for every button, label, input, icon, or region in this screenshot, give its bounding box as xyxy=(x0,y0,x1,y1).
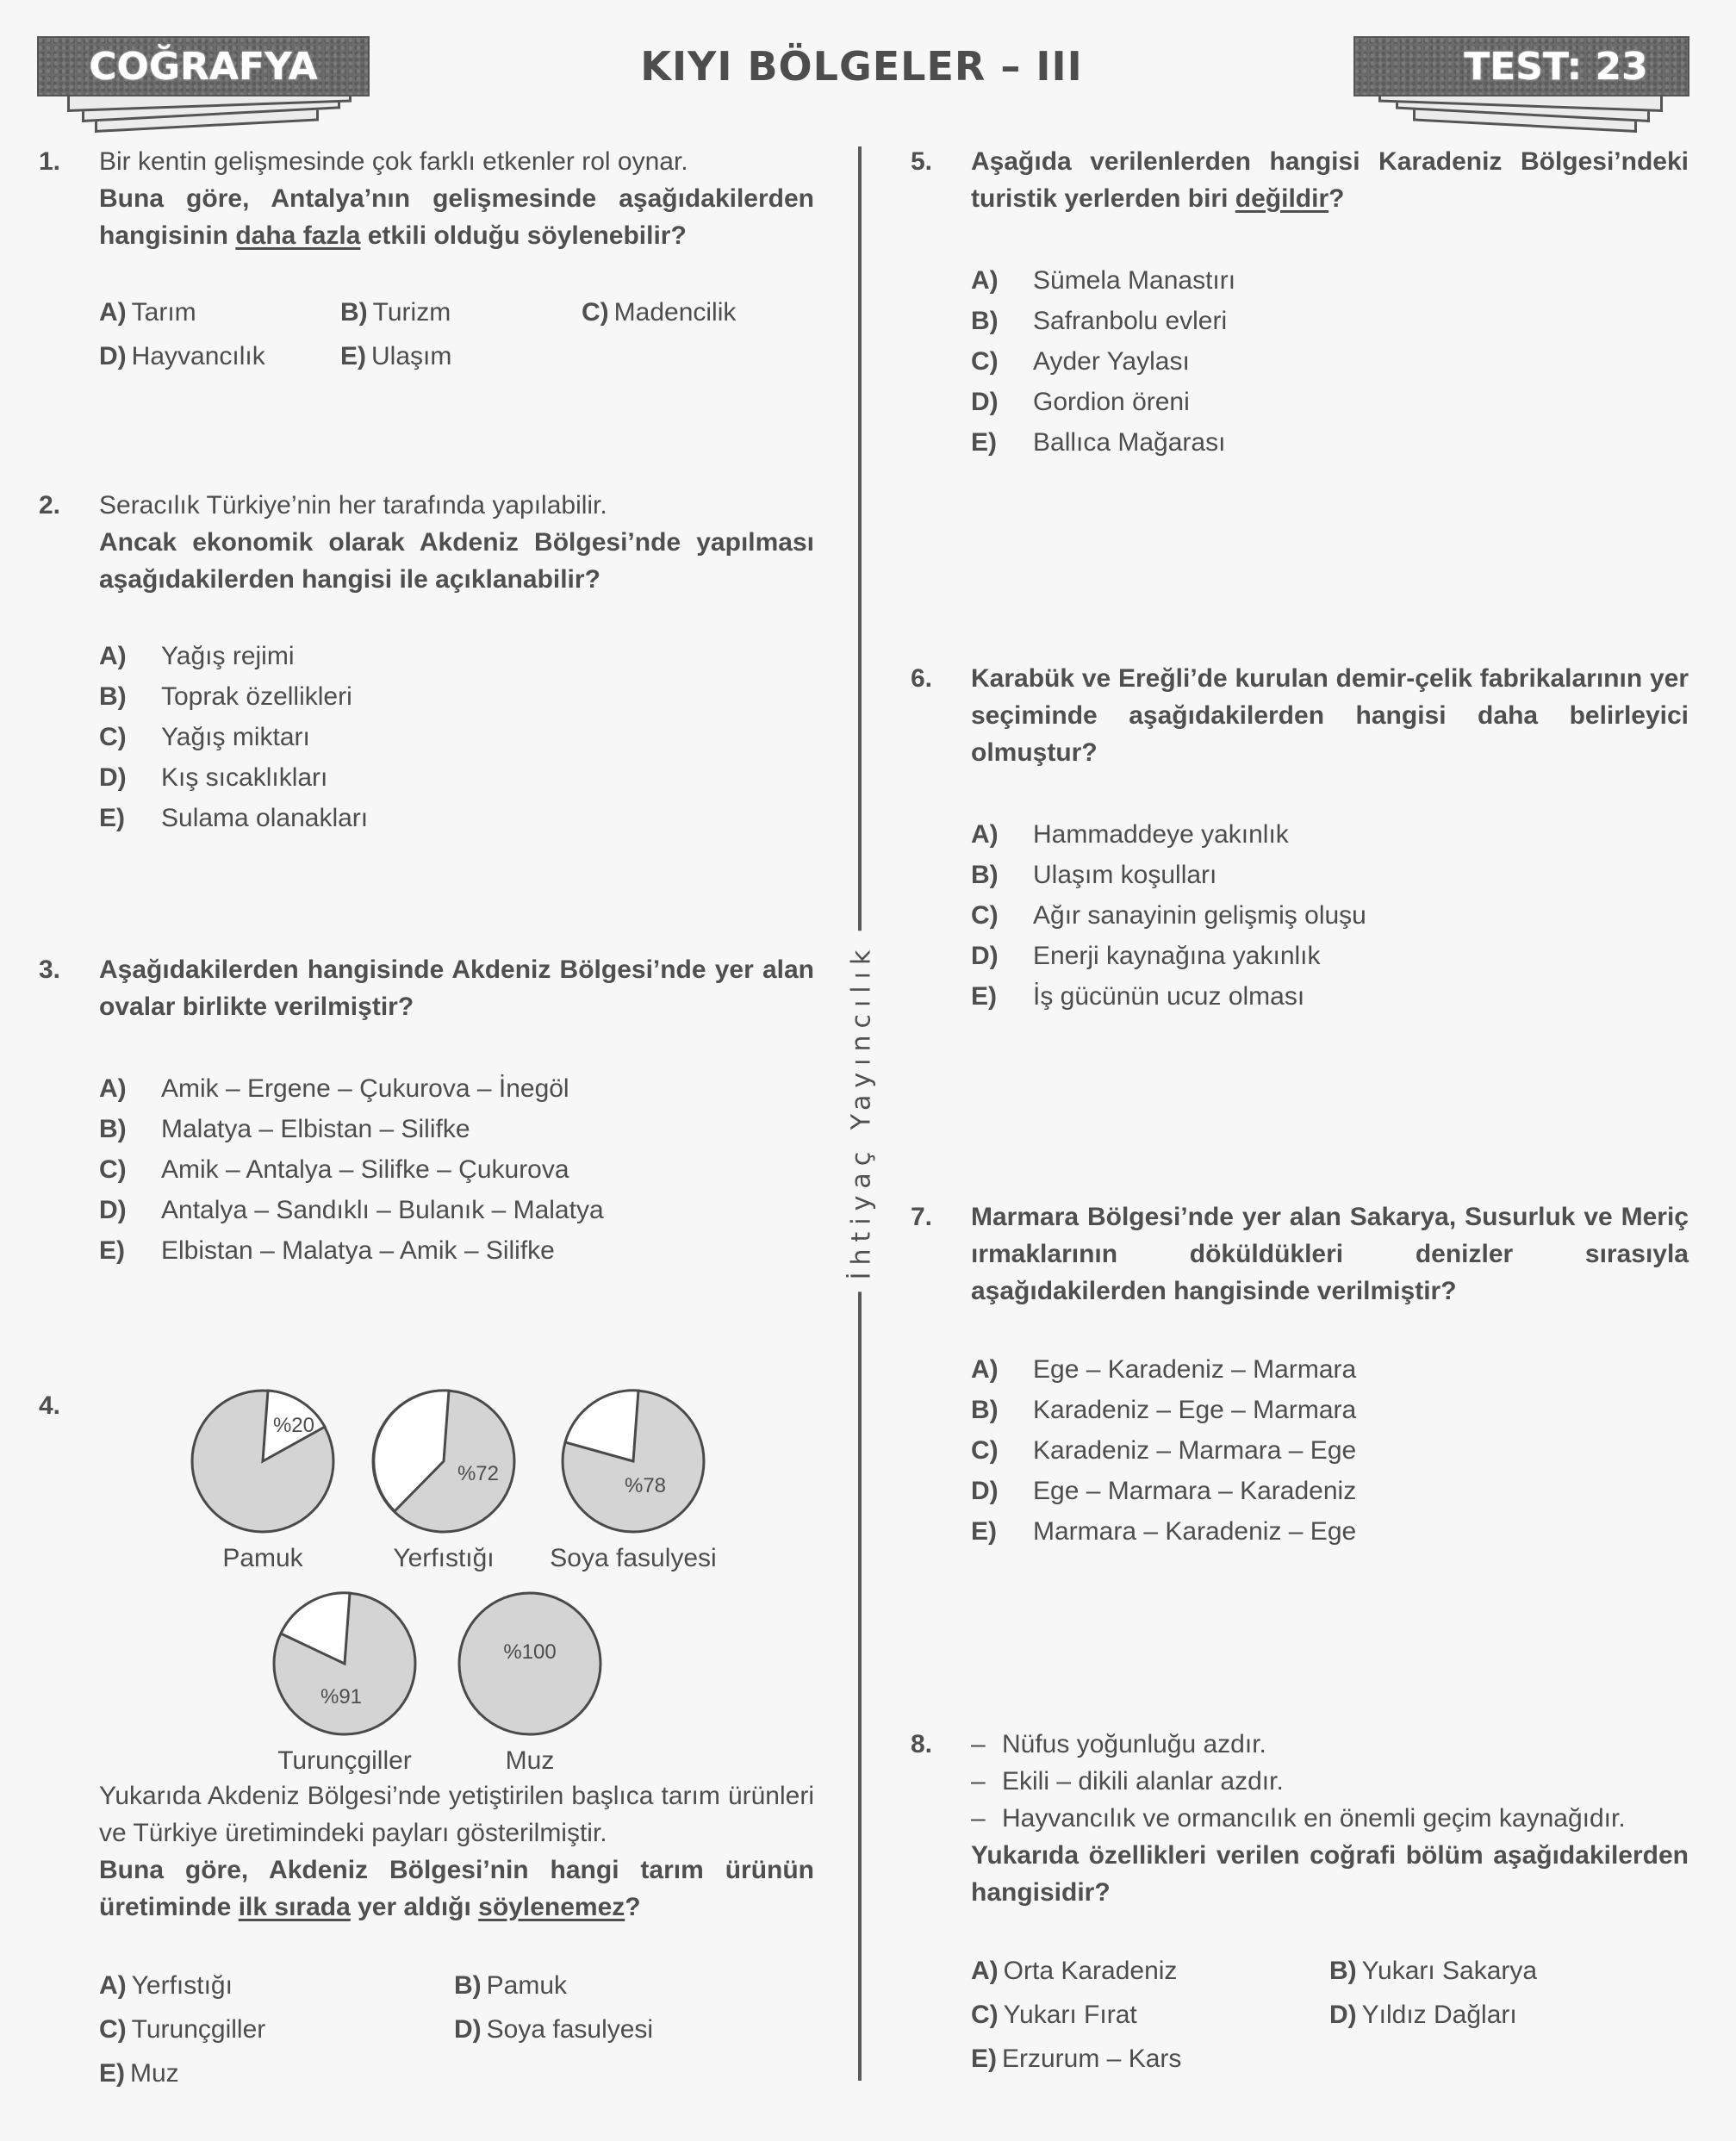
option-e[interactable]: E) Muz xyxy=(99,2059,179,2088)
option-c[interactable]: C) Amik – Antalya – Silifke – Çukurova xyxy=(99,1155,569,1184)
answer-options xyxy=(971,814,1689,1017)
option-a[interactable]: A) Ege – Karadeniz – Marmara xyxy=(971,1355,1357,1384)
question-6 xyxy=(911,660,1689,1017)
pie-chart-icon xyxy=(557,1387,709,1535)
option-c[interactable]: C) Karadeniz – Marmara – Ege xyxy=(971,1436,1357,1465)
bullet-item: – Ekili – dikili alanlar azdır. xyxy=(971,1767,1284,1796)
option-c[interactable]: C) Ayder Yaylası xyxy=(971,347,1190,376)
subject-badge xyxy=(37,36,370,96)
question-intro: Seracılık Türkiye’nin her tarafında yapılabilir. xyxy=(99,491,607,520)
pie-pamuk xyxy=(177,1387,349,1573)
option-e[interactable]: E) Elbistan – Malatya – Amik – Silifke xyxy=(99,1236,555,1265)
question-bullets xyxy=(971,1726,1689,1837)
question-intro: Bir kentin gelişmesinde çok farklı etkenler rol oynar. xyxy=(99,147,688,176)
question-1 xyxy=(39,143,814,377)
pie-chart-icon xyxy=(368,1387,520,1535)
option-c[interactable]: C) Madencilik xyxy=(582,298,737,327)
option-c[interactable]: C) Turunçgiller xyxy=(99,2015,266,2044)
pie-chart-icon xyxy=(187,1387,339,1535)
option-a[interactable]: A) Sümela Manastırı xyxy=(971,266,1236,295)
option-b[interactable]: B) Pamuk xyxy=(454,1971,568,2000)
page-title: KIYI BÖLGELER – III xyxy=(640,43,1083,90)
question-intro: Yukarıda Akdeniz Bölgesi’nde yetiştirilen başlıca tarım ürünleri ve Türkiye üretimindeki payları gösterilmiştir. xyxy=(99,1782,814,1847)
emphasis-underline: söylenemez xyxy=(478,1893,625,1921)
option-b[interactable]: B) Turizm xyxy=(340,298,451,327)
question-4-body xyxy=(99,1777,814,2094)
answer-options xyxy=(99,636,814,838)
option-a[interactable]: A) Tarım xyxy=(99,298,196,327)
pie-soya-fasulyesi xyxy=(538,1387,728,1573)
option-c[interactable]: C) Ağır sanayinin gelişmiş oluşu xyxy=(971,901,1366,930)
answer-options xyxy=(971,1349,1689,1552)
test-number: TEST: 23 xyxy=(1464,44,1648,89)
svg-text:%78: %78 xyxy=(624,1474,667,1497)
question-8 xyxy=(911,1726,1689,2079)
option-d[interactable]: D) Ege – Marmara – Karadeniz xyxy=(971,1477,1357,1505)
publisher-watermark: İhtiyaç Yayıncılık xyxy=(847,931,877,1292)
option-d[interactable]: D) Enerji kaynağına yakınlık xyxy=(971,942,1321,970)
question-stem: Yukarıda özellikleri verilen coğrafi bölüm aşağıdakilerden hangisidir? xyxy=(971,1841,1689,1907)
answer-options xyxy=(99,1965,814,2094)
question-stem: Aşağıdakilerden hangisinde Akdeniz Bölgesi’nde yer alan ovalar birlikte verilmiştir? xyxy=(99,955,814,1021)
pie-label: Pamuk xyxy=(222,1544,303,1572)
option-b[interactable]: B) Yukarı Sakarya xyxy=(1329,1957,1538,1985)
option-d[interactable]: D) Antalya – Sandıklı – Bulanık – Malatya xyxy=(99,1196,604,1224)
question-2 xyxy=(39,487,814,838)
question-number: 3. xyxy=(39,955,61,984)
question-number: 2. xyxy=(39,491,61,520)
question-stem: Ancak ekonomik olarak Akdeniz Bölgesi’nde yapılması aşağıdakilerden hangisi ile açıklanabilir? xyxy=(99,528,814,594)
answer-options xyxy=(99,1068,814,1271)
question-number: 4. xyxy=(39,1391,61,1420)
question-number: 1. xyxy=(39,147,61,176)
emphasis-underline: daha fazla xyxy=(235,221,361,250)
option-b[interactable]: B) Ulaşım koşulları xyxy=(971,861,1217,889)
option-e[interactable]: E) Ballıca Mağarası xyxy=(971,428,1226,457)
svg-text:%72: %72 xyxy=(457,1462,500,1485)
pie-label: Muz xyxy=(505,1746,555,1775)
pie-chart-icon xyxy=(454,1590,606,1738)
pie-label: Soya fasulyesi xyxy=(550,1544,717,1572)
option-c[interactable]: C) Yağış miktarı xyxy=(99,723,310,751)
question-number: 7. xyxy=(911,1203,933,1231)
bullet-item: – Hayvancılık ve ormancılık en önemli geçim kaynağıdır. xyxy=(971,1804,1626,1833)
option-e[interactable]: E) Ulaşım xyxy=(340,342,452,370)
answer-options xyxy=(971,1951,1689,2079)
option-a[interactable]: A) Yerfıstığı xyxy=(99,1971,233,2000)
option-d[interactable]: D) Hayvancılık xyxy=(99,342,265,370)
question-stem: Karabük ve Ereğli’de kurulan demir-çelik fabrikalarının yer seçiminde aşağıdakilerden hangisi daha belirleyici olmuştur? xyxy=(971,664,1689,767)
option-c[interactable]: C) Yukarı Fırat xyxy=(971,2001,1137,2029)
question-5 xyxy=(911,143,1689,463)
option-b[interactable]: B) Karadeniz – Ege – Marmara xyxy=(971,1396,1357,1424)
option-d[interactable]: D) Yıldız Dağları xyxy=(1329,2001,1517,2029)
question-number: 5. xyxy=(911,147,933,176)
svg-text:%20: %20 xyxy=(272,1414,315,1437)
option-b[interactable]: B) Toprak özellikleri xyxy=(99,682,352,711)
question-7 xyxy=(911,1198,1689,1552)
pie-turuncgiller xyxy=(258,1590,431,1776)
option-a[interactable]: A) Yağış rejimi xyxy=(99,642,295,670)
pie-label: Turunçgiller xyxy=(277,1746,412,1775)
emphasis-underline: değildir xyxy=(1235,184,1329,213)
question-number: 6. xyxy=(911,664,933,693)
subject-label: COĞRAFYA xyxy=(89,44,318,89)
bullet-item: – Nüfus yoğunluğu azdır. xyxy=(971,1730,1266,1758)
pie-yerfistigi xyxy=(358,1387,530,1573)
question-stem: Aşağıda verilenlerden hangisi Karadeniz Bölgesi’ndeki turistik yerlerden biri değildir? xyxy=(971,147,1689,213)
option-d[interactable]: D) Kış sıcaklıkları xyxy=(99,763,328,792)
svg-text:%91: %91 xyxy=(320,1685,363,1708)
option-b[interactable]: B) Safranbolu evleri xyxy=(971,307,1228,335)
option-b[interactable]: B) Malatya – Elbistan – Silifke xyxy=(99,1115,470,1143)
pie-chart-icon xyxy=(269,1590,420,1738)
option-d[interactable]: D) Soya fasulyesi xyxy=(454,2015,654,2044)
question-stem: Marmara Bölgesi’nde yer alan Sakarya, Susurluk ve Meriç ırmaklarının döküldükleri denizler sırasıyla aşağıdakilerden hangisinde verilmiştir? xyxy=(971,1203,1689,1305)
question-number: 8. xyxy=(911,1730,933,1758)
option-e[interactable]: E) İş gücünün ucuz olması xyxy=(971,982,1305,1011)
option-a[interactable]: A) Orta Karadeniz xyxy=(971,1957,1178,1985)
pie-label: Yerfıstığı xyxy=(393,1544,495,1572)
question-stem: Buna göre, Akdeniz Bölgesi’nin hangi tarım ürünün üretiminde ilk sırada yer aldığı söylenemez? xyxy=(99,1856,814,1921)
answer-options xyxy=(971,260,1689,463)
svg-text:%100: %100 xyxy=(503,1640,557,1664)
option-e[interactable]: E) Sulama olanakları xyxy=(99,804,369,832)
option-a[interactable]: A) Amik – Ergene – Çukurova – İnegöl xyxy=(99,1074,569,1103)
question-stem: Buna göre, Antalya’nın gelişmesinde aşağıdakilerden hangisinin daha fazla etkili olduğu söylenebilir? xyxy=(99,184,814,250)
test-badge xyxy=(1353,36,1689,96)
option-e[interactable]: E) Erzurum – Kars xyxy=(971,2045,1182,2073)
option-d[interactable]: D) Gordion öreni xyxy=(971,388,1190,416)
question-3 xyxy=(39,951,814,1271)
answer-options xyxy=(99,292,814,377)
option-a[interactable]: A) Hammaddeye yakınlık xyxy=(971,820,1289,849)
emphasis-underline: ilk sırada xyxy=(238,1893,351,1921)
pie-muz xyxy=(452,1590,607,1776)
option-e[interactable]: E) Marmara – Karadeniz – Ege xyxy=(971,1517,1357,1546)
